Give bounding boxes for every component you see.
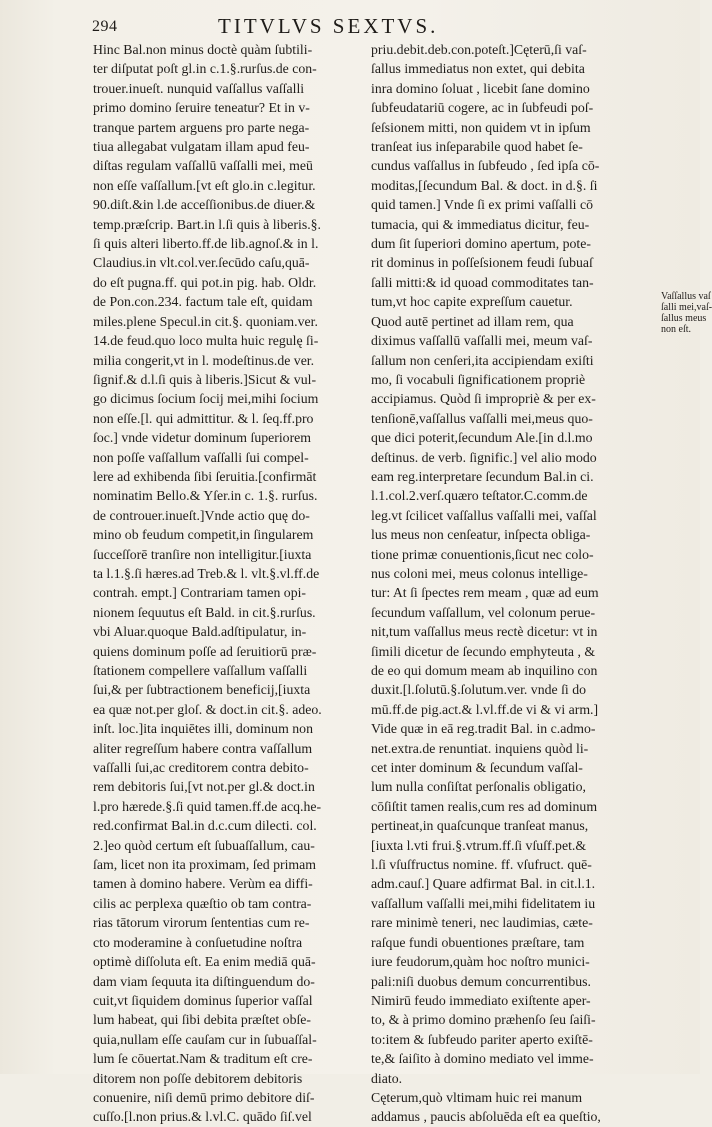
margin-note [661,291,712,335]
left-text-column [93,40,358,1127]
text-line: tiua allegabat vulgatam illam apud feu- [93,139,310,155]
text-line: ſallus immediatus non extet, qui debita [371,61,585,77]
text-line: ditorem non poſſe debitorem debitoris [93,1070,303,1086]
text-line: lere ad exhibenda ſibi ſeruitia.[confirmāt [93,468,317,484]
text-line: deſtinus. de verb. ſignific.] vel alio modo [371,449,597,465]
text-line: l.ſi vſuſfructus nomine. ff. vſufruct. quē- [371,857,592,873]
text-line: ſimili dicetur de ſecundo emphyteuta , & [371,643,596,659]
text-line: ſalli mei,vaſ- [661,302,712,313]
text-line: rem debitoris ſui,[vt not.per gl.& doct.in [93,779,315,795]
text-line: Claudius.in vlt.col.ver.ſecūdo caſu,quā- [93,255,310,271]
text-line: trouer.inueſt. nunquid vaſſallus vaſſalli [93,80,305,96]
text-line: cundus vaſſallus in ſubfeudo , ſed ipſa cō- [371,158,600,174]
text-line: ſubfeudatariū cogere, ac in ſubfeudi poſ- [371,100,594,116]
text-line: priu.debit.deb.con.poteſt.]Cęterū,ſi vaſ- [371,42,587,57]
text-line: que dici poterit,ſecundum Ale.[in d.l.mo [371,430,593,446]
text-line: ſui,& per ſubtractionem beneficij,[iuxta [93,682,311,698]
text-line: vaſſallum vaſſalli mei,mihi fidelitatem iu [371,895,596,911]
text-line: Vide quæ in eā reg.tradit Bal. in c.admo- [371,721,596,737]
text-line: net.extra.de renuntiat. inquiens quòd li- [371,740,589,756]
text-line: ea quæ not.per gloſ. & doct.in cit.§. adeo. [93,701,322,717]
text-line: ſecundum vaſſallum, vel colonum perue- [371,604,596,620]
text-line: nus coloni mei, meus colonus intellige- [371,565,588,581]
text-line: ſtationem compellere vaſſallum vaſſalli [93,663,308,678]
text-line: tumacia, qui & immediatus dicitur, feu- [371,216,590,232]
text-line: cto moderamine à conſuetudine noſtra [93,934,303,950]
text-line: rit dominus in poſſeſsionem feudi ſubuaſ [371,255,593,271]
text-line: nionem ſequutus eſt Bald. in cit.§.rurſus. [93,604,316,620]
text-line: l.pro hærede.§.ſi quid tamen.ff.de acq.he- [93,798,322,814]
text-line: ſam, licet non ita proximam, ſed primam [93,857,316,873]
text-line: to, & à primo domino præhenſo ſeu ſaiſi- [371,1012,596,1028]
text-line: lus meus non cenſeatur, inſpecta obliga- [371,527,591,543]
text-line: rias tātorum virorum ſententias cum re- [93,915,310,931]
running-title: TITVLVS SEXTVS. [218,14,439,38]
text-line: tranque partem arguens pro parte nega- [93,119,310,135]
text-line: l.1.col.2.verſ.quæro teſtator.C.comm.de [371,488,588,504]
text-line: ſeſsionem mitti, non quidem vt in ipſum [371,119,591,135]
text-line: red.confirmat Bal.in d.c.cum dilecti. col. [93,818,317,834]
text-line: non eſt. [661,324,691,335]
text-line: cuſſo.[l.non prius.& l.vl.C. quādo ſiſ.vel [93,1109,312,1125]
text-line: cet inter dominum & ſecundum vaſſal- [371,760,583,776]
text-line: mo, ſi vocabuli ſignificationem propriè [371,371,586,387]
text-line: ſi quis alteri liberto.ff.de lib.agnoſ.& in l. [93,236,319,252]
text-line: aliter regreſſum habere contra vaſſallum [93,740,313,756]
text-line: nit,tum vaſſallus meus rectè dicetur: vt in [371,624,598,640]
text-line: dam viam ſequuta ita diſtinguendum do- [93,973,315,989]
text-line: addamus , paucis abſoluēda eſt ea queſtio, [371,1109,601,1125]
text-line: diato. [371,1070,403,1086]
text-line: inra domino ſoluat , licebit ſane domino [371,80,590,96]
text-line: cōſiſtit tamen realis,cum res ad dominum [371,798,598,814]
text-line: ſoc.] vnde videtur dominum ſuperiorem [93,430,312,446]
text-line: to:item & ſubfeudo pariter aperto exiſtē- [371,1031,593,1047]
text-line: tur: At ſi ſpectes rem meam , quæ ad eum [371,585,599,601]
text-line: ſignif.& d.l.ſi quis à liberis.]Sicut & vul- [93,371,317,387]
text-line: tenſionē,vaſſallus vaſſalli mei,meus quo- [371,410,593,426]
text-line: conuenire, niſi demū primo debitore diſ- [93,1089,315,1105]
text-line: mū.ff.de pig.act.& l.vl.ff.de vi & vi arm.] [371,701,599,717]
text-line: de eo qui domum meam ab inquilino con [371,663,598,678]
page-number: 294 [92,18,118,35]
text-line: mino ob feudum competit,in ſingularem [93,527,314,543]
text-line: Hinc Bal.non minus doctè quàm ſubtili- [93,42,313,57]
text-line: adm.cauſ.] Quare adfirmat Bal. in cit.l.1. [371,876,596,892]
text-line: leg.vt ſcilicet vaſſallus vaſſalli mei, vaſſal [371,507,597,523]
text-line: tum,vt hoc capite expreſſum cauetur. [371,294,573,310]
text-line: ſallum non cenſeri,ita accipiendam exiſti [371,352,594,368]
text-line: [iuxta l.vti frui.§.vtrum.ff.ſi vſuſf.pet.& [371,837,587,853]
text-line: contrah. empt.] Contrariam tamen opi- [93,585,307,601]
text-line: diſtas regulam vaſſallū vaſſalli mei, meū [93,158,313,174]
text-line: te,& ſaiſito à domino mediato vel imme- [371,1051,594,1067]
text-line: moditas,[ſecundum Bal. & doct. in d.§. ſi [371,177,598,193]
text-line: quiens dominum poſſe ad ſeruitiorū præ- [93,643,317,659]
text-line: ſallus meus [661,313,707,324]
text-line: inſt. loc.]ita inquiētes illi, dominum non [93,721,313,737]
text-line: non eſſe.[l. qui admittitur. & l. ſeq.ff.pro [93,410,314,426]
text-line: pertineat,in quaſcunque tranſeat manus, [371,818,589,834]
text-line: do eſt pugna.ff. qui pot.in pig. hab. Oldr. [93,274,317,290]
text-line: iure feudorum,quàm hoc noſtro munici- [371,954,590,970]
text-line: lum ſe cōuertat.Nam & traditum eſt cre- [93,1051,313,1067]
text-line: nominatim Bello.& Yſer.in c. 1.§. rurſus. [93,488,318,504]
text-line: Nimirū feudo immediato exiſtente aper- [371,992,591,1008]
text-line: cuit,vt ſiquidem dominus ſuperior vaſſal [93,992,313,1008]
text-line: 90.diſt.&in l.de acceſſionibus.de diuer.& [93,197,316,213]
text-line: pali:niſi duobus demum concurrentibus. [371,973,591,989]
text-line: Vaſſallus vaſ [661,291,711,302]
text-line: dum ſit ſuperiori domino apertum, pote- [371,236,591,252]
text-line: rare minimè teneri, nec laudimias, cæte- [371,915,593,931]
text-line: tione primæ conuentionis,ſicut nec colo- [371,546,594,562]
text-line: duxit.[l.ſolutū.§.ſolutum.ver. vnde ſi do [371,682,586,698]
text-line: quid tamen.] Vnde ſi ex primi vaſſalli cō [371,197,593,213]
text-line: vbi Aluar.quoque Bald.adſtipulatur, in- [93,624,307,640]
text-line: ſucceſſorē tranſire non intelligitur.[iuxta [93,546,312,562]
text-line: temp.præſcrip. Bart.in l.ſi quis à liberis.§. [93,216,321,232]
text-line: vaſſalli ſui,ac creditorem contra debito- [93,760,309,776]
text-line: tranſeat ius inſeparabile quod habet ſe- [371,139,583,155]
text-line: accipiamus. Quòd ſi impropriè & per ex- [371,391,596,407]
text-line: ta l.1.§.ſi hæres.ad Treb.& l. vlt.§.vl.ff.de [93,565,320,581]
text-line: Cęterum,quò vltimam huic rei manum [371,1089,583,1105]
text-line: lum habeat, qui ſibi debita præſtet obſe- [93,1012,312,1028]
text-line: optimè diſſoluta eſt. Ea enim mediā quā- [93,954,316,970]
text-line: de controuer.inueſt.]Vnde actio quę do- [93,507,310,523]
text-line: go dicimus ſocium ſocij mei,mihi ſocium [93,391,319,407]
text-line: Quod autē pertinet ad illam rem, qua [371,313,574,329]
page-header [92,14,652,40]
text-line: primo domino ſeruire teneatur? Et in v- [93,100,310,116]
right-text-column [371,40,656,1127]
text-line: diximus vaſſallū vaſſalli mei, meum vaſ- [371,333,593,349]
text-line: eam reg.interpretare ſecundum Bal.in ci. [371,468,594,484]
text-line: lum nulla conſiſtat perſonalis obligatio, [371,779,586,795]
text-line: de Pon.con.234. factum tale eſt, quidam [93,294,313,310]
text-line: cilis ac perplexa quæſtio ob tam contra- [93,895,312,911]
text-line: raſque fundi obuentiones præſtare, tam [371,934,585,950]
text-line: quia,nullam eſſe cauſam cur in ſubuaſſal- [93,1031,317,1047]
text-line: 2.]eo quòd certum eſt ſubuaſſallum, cau- [93,837,315,853]
text-line: tamen à domino habere. Verùm ea diffi- [93,876,313,892]
text-line: non poſſe vaſſallum vaſſalli ſui compel- [93,449,309,465]
text-line: miles.plene Specul.in cit.§. quoniam.ver. [93,313,318,329]
text-line: milia congerit,vt in l. modeſtinus.de ver. [93,352,315,368]
text-line: 14.de feud.quo loco multa huic regulę ſi- [93,333,319,349]
text-line: ter diſputat poſt gl.in c.1.§.rurſus.de con- [93,61,317,77]
text-line: ſalli mitti:& id quoad commoditates tan- [371,274,594,290]
text-line: non eſſe vaſſallum.[vt eſt glo.in c.legitur. [93,177,316,193]
